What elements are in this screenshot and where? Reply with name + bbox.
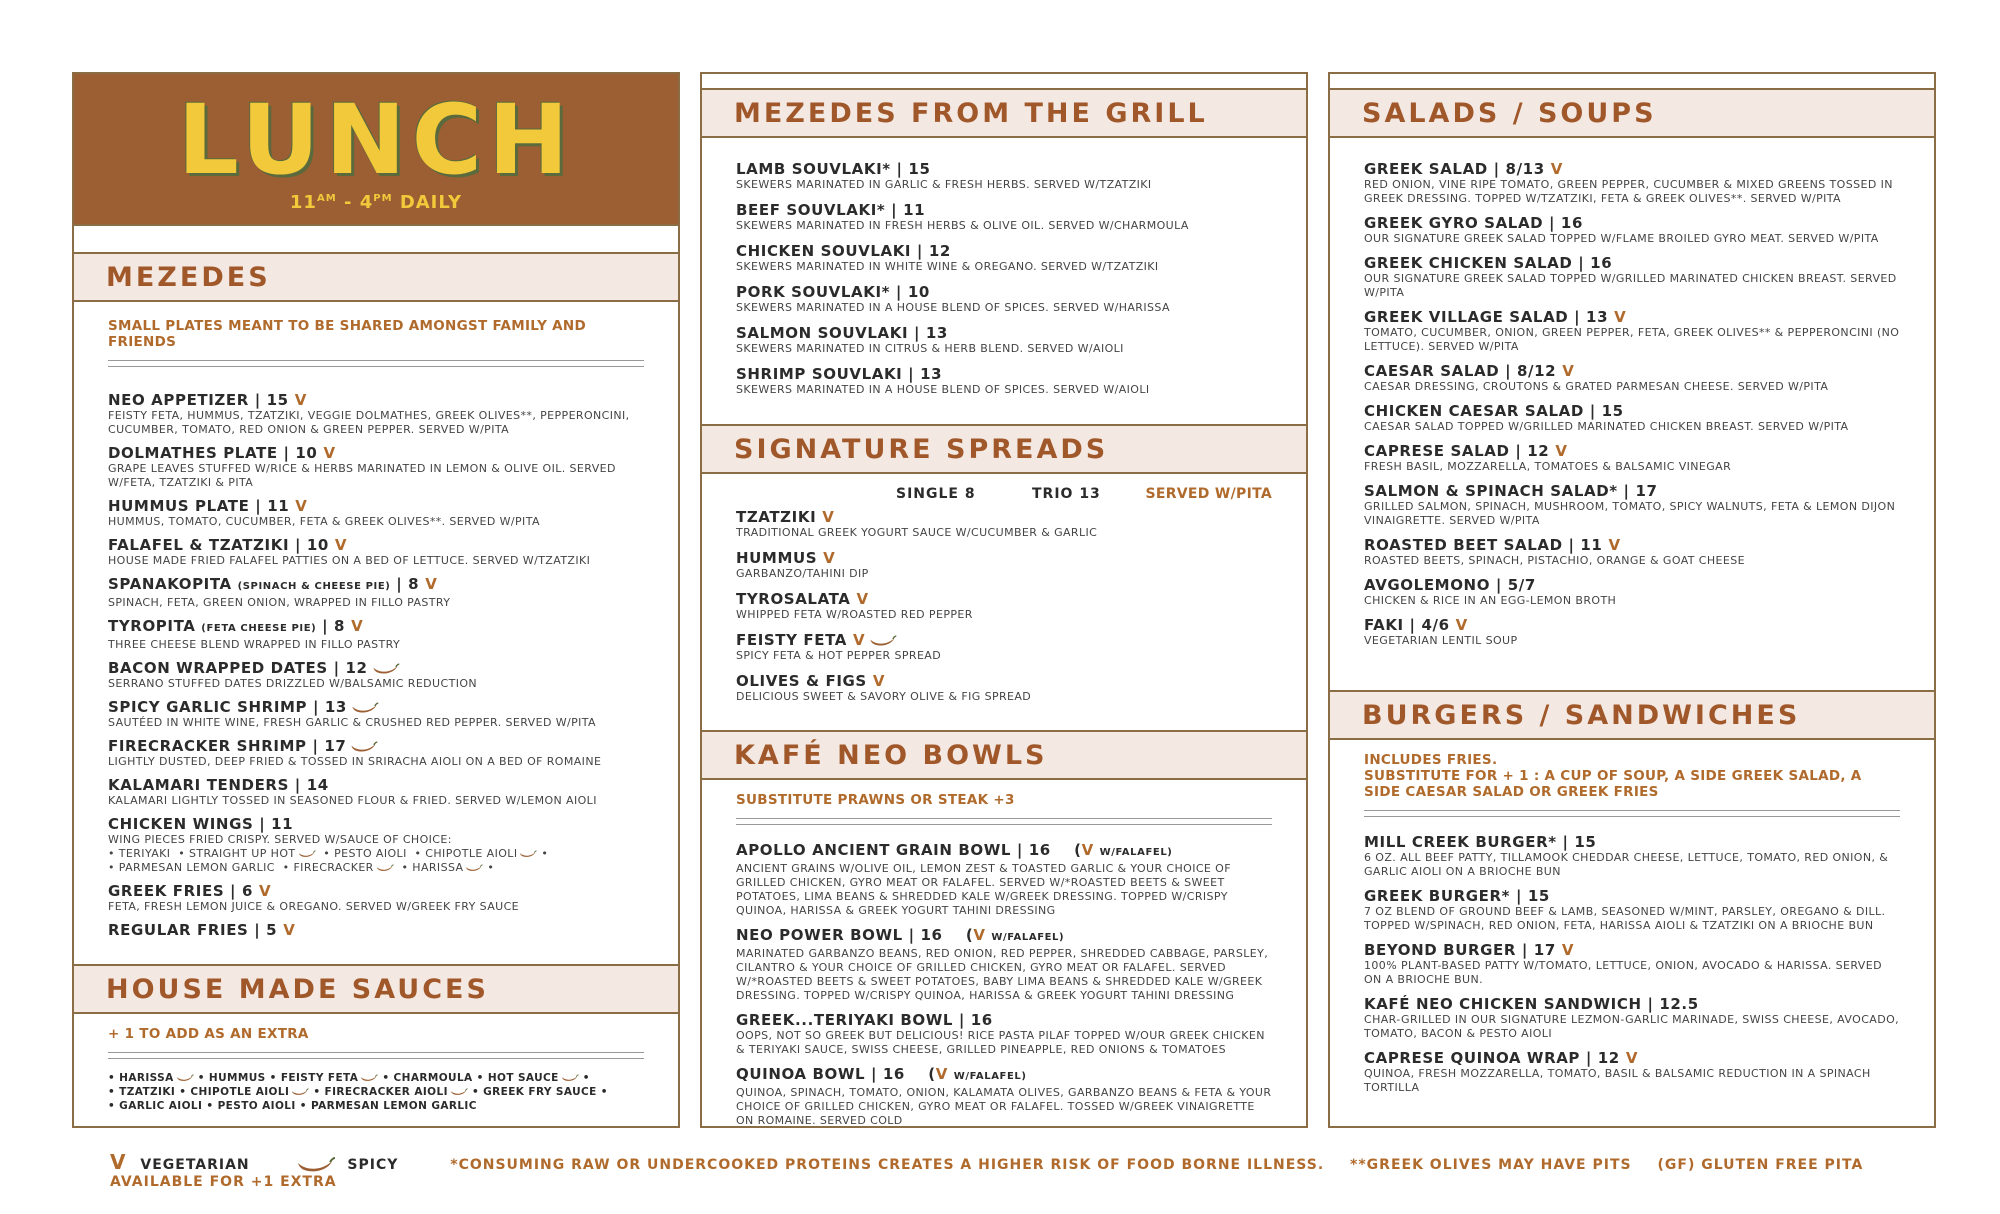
- page-title: LUNCH: [177, 84, 575, 196]
- menu-item: GREEK BURGER* | 15 7 OZ BLEND OF GROUND BEEF & LAMB, SEASONED W/MINT, PARSLEY, OREGANO & DILL. TOPPED W/SPINACH, RED ONION, FETA, HARISSA AIOLI & TZATZIKI ON A BRIOCHE BUN: [1364, 887, 1886, 932]
- menu-item: SPICY GARLIC SHRIMP | 13 SAUTÉED IN WHITE WINE, FRESH GARLIC & CRUSHED RED PEPPER. SERVED W/PITA: [108, 698, 596, 729]
- menu-item: CHICKEN SOUVLAKI | 12 SKEWERS MARINATED IN WHITE WINE & OREGANO. SERVED W/TZATZIKI: [736, 242, 1159, 273]
- menu-item: FEISTY FETA V SPICY FETA & HOT PEPPER SPREAD: [736, 631, 942, 662]
- menu-item: NEO APPETIZER | 15 V FEISTY FETA, HUMMUS, TZATZIKI, VEGGIE DOLMATHES, GREEK OLIVES**, PEPPERONCINI, CUCUMBER, TOMATO, RED ONION & GREEN PEPPER. SERVED W/PITA: [108, 391, 630, 436]
- chili-pepper-icon: [350, 741, 378, 753]
- menu-item: QUINOA BOWL | 16 (V W/FALAFEL) QUINOA, SPINACH, TOMATO, ONION, KALAMATA OLIVES, GARBANZO BEANS & FETA & YOUR CHOICE OF GRILLED CHICKEN, GYRO MEAT OR FALAFEL. TOSSED W/GREEK VINAIGRETTE ON ROMAINE. SERVED COLD: [736, 1065, 1272, 1127]
- column-left: [72, 72, 680, 1128]
- mezedes-note: SMALL PLATES MEANT TO BE SHARED AMONGST FAMILY AND FRIENDS: [108, 318, 587, 350]
- menu-item: HUMMUS PLATE | 11 V HUMMUS, TOMATO, CUCUMBER, FETA & GREEK OLIVES**. SERVED W/PITA: [108, 497, 540, 528]
- chili-pepper-icon: [519, 850, 537, 858]
- section-header-salads: SALADS / SOUPS: [1330, 88, 1934, 138]
- menu-item: BACON WRAPPED DATES | 12 SERRANO STUFFED DATES DRIZZLED W/BALSAMIC REDUCTION: [108, 659, 478, 690]
- chili-pepper-icon: [291, 1088, 309, 1096]
- lunch-banner: [74, 74, 678, 226]
- bowls-note: SUBSTITUTE PRAWNS OR STEAK +3: [736, 792, 1015, 808]
- menu-item: BEEF SOUVLAKI* | 11 SKEWERS MARINATED IN FRESH HERBS & OLIVE OIL. SERVED W/CHARMOULA: [736, 201, 1189, 232]
- vegetarian-legend: VEGETARIAN: [140, 1157, 250, 1173]
- burgers-note-substitute: SUBSTITUTE FOR + 1 : A CUP OF SOUP, A SIDE GREEK SALAD, A SIDE CAESAR SALAD OR GREEK FRIES: [1364, 768, 1862, 800]
- spicy-legend: SPICY: [347, 1157, 399, 1173]
- vegetarian-icon: V: [110, 1150, 127, 1174]
- menu-item: TYROSALATA V WHIPPED FETA W/ROASTED RED PEPPER: [736, 590, 973, 621]
- divider: [108, 360, 644, 367]
- menu-item: OLIVES & FIGS V DELICIOUS SWEET & SAVORY OLIVE & FIG SPREAD: [736, 672, 1032, 703]
- section-header-mezedes: MEZEDES: [74, 252, 678, 302]
- menu-item: LAMB SOUVLAKI* | 15 SKEWERS MARINATED IN GARLIC & FRESH HERBS. SERVED W/TZATZIKI: [736, 160, 1152, 191]
- menu-item: FIRECRACKER SHRIMP | 17 LIGHTLY DUSTED, DEEP FRIED & TOSSED IN SRIRACHA AIOLI ON A BED OF ROMAINE: [108, 737, 602, 768]
- hours: $11^{AM} - 4^{PM}$ DAILY: [289, 192, 463, 213]
- menu-item: PORK SOUVLAKI* | 10 SKEWERS MARINATED IN A HOUSE BLEND OF SPICES. SERVED W/HARISSA: [736, 283, 1170, 314]
- menu-item: GREEK VILLAGE SALAD | 13 V TOMATO, CUCUMBER, ONION, GREEN PEPPER, FETA, GREEK OLIVES** & PEPPERONCINI (NO LETTUCE). SERVED W/PITA: [1364, 308, 1900, 353]
- olive-pits-note: **GREEK OLIVES MAY HAVE PITS: [1350, 1157, 1632, 1173]
- menu-item: TYROPITA (FETA CHEESE PIE) | 8 V THREE CHEESE BLEND WRAPPED IN FILLO PASTRY: [108, 617, 401, 651]
- divider: [1364, 810, 1900, 817]
- chili-pepper-icon: [376, 864, 394, 872]
- divider: [736, 818, 1272, 825]
- chili-pepper-icon: [450, 1088, 468, 1096]
- divider: [108, 1052, 644, 1059]
- section-header-burgers: BURGERS / SANDWICHES: [1330, 690, 1934, 740]
- menu-item: SPANAKOPITA (SPINACH & CHEESE PIE) | 8 V SPINACH, FETA, GREEN ONION, WRAPPED IN FILLO PASTRY: [108, 575, 451, 609]
- menu-item: KALAMARI TENDERS | 14 KALAMARI LIGHTLY TOSSED IN SEASONED FLOUR & FRIED. SERVED W/LEMON AIOLI: [108, 776, 597, 807]
- menu-item: CAPRESE QUINOA WRAP | 12 V QUINOA, FRESH MOZZARELLA, TOMATO, BASIL & BALSAMIC REDUCTION IN A SPINACH TORTILLA: [1364, 1049, 1871, 1094]
- section-header-spreads: SIGNATURE SPREADS: [702, 424, 1306, 474]
- menu-item: SALMON SOUVLAKI | 13 SKEWERS MARINATED IN CITRUS & HERB BLEND. SERVED W/AIOLI: [736, 324, 1124, 355]
- menu-item: FAKI | 4/6 V VEGETARIAN LENTIL SOUP: [1364, 616, 1518, 647]
- menu-item: NEO POWER BOWL | 16 (V W/FALAFEL) MARINATED GARBANZO BEANS, RED ONION, RED PEPPER, SHREDDED CABBAGE, PARSLEY, CILANTRO & YOUR CHOICE OF GRILLED CHICKEN, GYRO MEAT OR FALAFEL. SERVED W/*ROASTED BEETS & SWEET POTATOES, BABY LIMA BEANS & SHREDDED KALE W/GREEK DRESSING. TOPPED W/CRISPY QUINOA, HARISSA & GREEK YOGURT TAHINI DRESSING: [736, 926, 1269, 1002]
- menu-item: GREEK SALAD | 8/13 V RED ONION, VINE RIPE TOMATO, GREEN PEPPER, CUCUMBER & MIXED GREENS TOSSED IN GREEK DRESSING. TOPPED W/TZATZIKI, FETA & GREEK OLIVES**. SERVED W/PITA: [1364, 160, 1893, 205]
- menu-item: REGULAR FRIES | 5 V: [108, 921, 296, 939]
- chili-pepper-icon: [372, 663, 400, 675]
- menu-item: CAESAR SALAD | 8/12 V CAESAR DRESSING, CROUTONS & GRATED PARMESAN CHEESE. SERVED W/PITA: [1364, 362, 1829, 393]
- menu-item: MILL CREEK BURGER* | 15 6 OZ. ALL BEEF PATTY, TILLAMOOK CHEDDAR CHEESE, LETTUCE, TOMATO, RED ONION, & GARLIC AIOLI ON A BRIOCHE BUN: [1364, 833, 1889, 878]
- gluten-free-note: (GF) GLUTEN FREE PITA AVAILABLE FOR +1 EXTRA: [110, 1157, 1864, 1190]
- wing-sauce-list: • TERIYAKI • STRAIGHT UP HOT • PESTO AIOLI • CHIPOTLE AIOLI • • PARMESAN LEMON GARLIC • FIRECRACKER • HARISSA •: [108, 847, 549, 874]
- menu-item: HUMMUS V GARBANZO/TAHINI DIP: [736, 549, 869, 580]
- chili-pepper-icon: [561, 1074, 579, 1082]
- menu-item: GREEK...TERIYAKI BOWL | 16 OOPS, NOT SO GREEK BUT DELICIOUS! RICE PASTA PILAF TOPPED W/OUR GREEK CHICKEN & TERIYAKI SAUCE, SWISS CHEESE, GRILLED PINEAPPLE, RED ONIONS & TOMATOES: [736, 1011, 1265, 1056]
- section-header-bowls: KAFÉ NEO BOWLS: [702, 730, 1306, 780]
- menu-item: DOLMATHES PLATE | 10 V GRAPE LEAVES STUFFED W/RICE & HERBS MARINATED IN LEMON & OLIVE OIL. SERVED W/FETA, TZATZIKI & PITA: [108, 444, 616, 489]
- menu-item: GREEK GYRO SALAD | 16 OUR SIGNATURE GREEK SALAD TOPPED W/FLAME BROILED GYRO MEAT. SERVED W/PITA: [1364, 214, 1879, 245]
- menu-item: APOLLO ANCIENT GRAIN BOWL | 16 (V W/FALAFEL) ANCIENT GRAINS W/OLIVE OIL, LEMON ZEST & TOASTED GARLIC & YOUR CHOICE OF GRILLED CHICKEN, GYRO MEAT OR FALAFEL. SERVED W/*ROASTED BEETS & SWEET POTATOES, LIMA BEANS & SHREDDED KALE W/GREEK DRESSING. TOPPED W/CRISPY QUINOA, HARISSA & GREEK YOGURT TAHINI DRESSING: [736, 841, 1231, 917]
- section-header-sauces: HOUSE MADE SAUCES: [74, 964, 678, 1014]
- sauce-list: • HARISSA • HUMMUS • FEISTY FETA • CHARMOULA • HOT SAUCE • • TZATZIKI • CHIPOTLE AIOLI • FIRECRACKER AIOLI • GREEK FRY SAUCE • • GARLIC AIOLI • PESTO AIOLI • PARMESAN LEMON GARLIC: [108, 1072, 608, 1112]
- menu-item: CHICKEN WINGS | 11 WING PIECES FRIED CRISPY. SERVED W/SAUCE OF CHOICE: • TERIYAKI • STRAIGHT UP HOT • PESTO AIOLI • CHIPOTLE AIOLI • • PARMESAN LEMON GARLIC • FIRECRACKER • HARISSA •: [108, 815, 644, 875]
- column-middle: [700, 72, 1308, 1128]
- menu-item: CHICKEN CAESAR SALAD | 15 CAESAR SALAD TOPPED W/GRILLED MARINATED CHICKEN BREAST. SERVED W/PITA: [1364, 402, 1849, 433]
- spreads-pricing: SINGLE 8 TRIO 13 SERVED W/PITA: [896, 486, 1272, 502]
- menu-item: ROASTED BEET SALAD | 11 V ROASTED BEETS, SPINACH, PISTACHIO, ORANGE & GOAT CHEESE: [1364, 536, 1745, 567]
- column-right: [1328, 72, 1936, 1128]
- raw-protein-warning: *CONSUMING RAW OR UNDERCOOKED PROTEINS CREATES A HIGHER RISK OF FOOD BORNE ILLNESS.: [450, 1157, 1325, 1173]
- footer: [110, 1150, 1940, 1190]
- menu-item: CAPRESE SALAD | 12 V FRESH BASIL, MOZZARELLA, TOMATOES & BALSAMIC VINEGAR: [1364, 442, 1732, 473]
- chili-pepper-icon: [351, 702, 379, 714]
- chili-pepper-icon: [869, 635, 897, 647]
- menu-item: GREEK FRIES | 6 V FETA, FRESH LEMON JUICE & OREGANO. SERVED W/GREEK FRY SAUCE: [108, 882, 520, 913]
- menu-item: AVGOLEMONO | 5/7 CHICKEN & RICE IN AN EGG-LEMON BROTH: [1364, 576, 1617, 607]
- chili-pepper-icon: [360, 1074, 378, 1082]
- chili-pepper-icon: [176, 1074, 194, 1082]
- menu-item: TZATZIKI V TRADITIONAL GREEK YOGURT SAUCE W/CUCUMBER & GARLIC: [736, 508, 1098, 539]
- sauces-note: + 1 TO ADD AS AN EXTRA: [108, 1026, 309, 1042]
- chili-pepper-icon: [465, 864, 483, 872]
- menu-item: BEYOND BURGER | 17 V 100% PLANT-BASED PATTY W/TOMATO, LETTUCE, ONION, AVOCADO & HARISSA. SERVED ON A BRIOCHE BUN.: [1364, 941, 1882, 986]
- menu-item: SALMON & SPINACH SALAD* | 17 GRILLED SALMON, SPINACH, MUSHROOM, TOMATO, SPICY WALNUTS, FETA & LEMON DIJON VINAIGRETTE. SERVED W/PITA: [1364, 482, 1896, 527]
- chili-pepper-icon: [298, 850, 316, 858]
- menu-item: GREEK CHICKEN SALAD | 16 OUR SIGNATURE GREEK SALAD TOPPED W/GRILLED MARINATED CHICKEN BREAST. SERVED W/PITA: [1364, 254, 1897, 299]
- menu-item: KAFÉ NEO CHICKEN SANDWICH | 12.5 CHAR-GRILLED IN OUR SIGNATURE LEZMON-GARLIC MARINADE, SWISS CHEESE, AVOCADO, TOMATO, BACON & PESTO AIOLI: [1364, 995, 1900, 1040]
- menu-item: FALAFEL & TZATZIKI | 10 V HOUSE MADE FRIED FALAFEL PATTIES ON A BED OF LETTUCE. SERVED W/TZATZIKI: [108, 536, 591, 567]
- section-header-grill: MEZEDES FROM THE GRILL: [702, 88, 1306, 138]
- mezedes-list: [108, 391, 644, 939]
- chili-pepper-icon: [296, 1157, 336, 1173]
- burgers-note-fries: INCLUDES FRIES.: [1364, 752, 1498, 768]
- menu-item: SHRIMP SOUVLAKI | 13 SKEWERS MARINATED IN A HOUSE BLEND OF SPICES. SERVED W/AIOLI: [736, 365, 1150, 396]
